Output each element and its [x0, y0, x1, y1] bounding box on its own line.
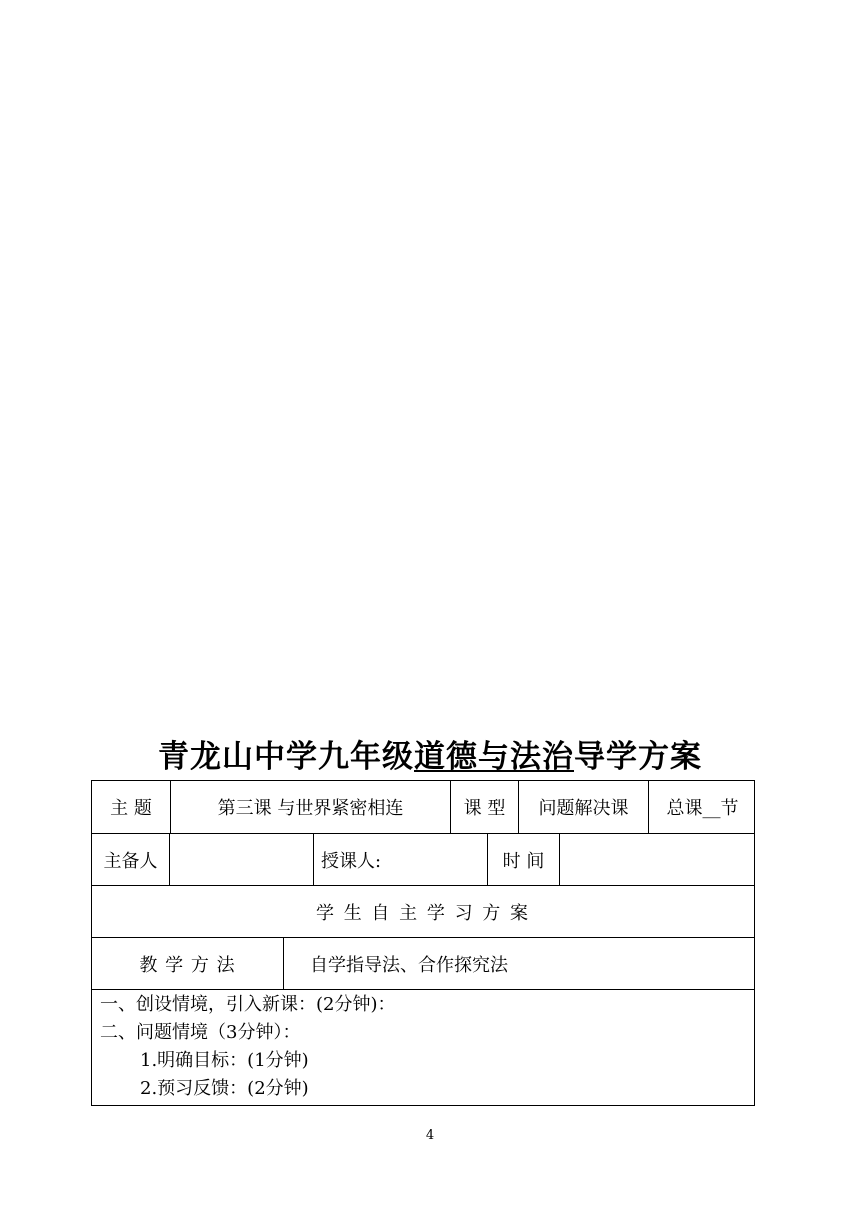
plan-content: [92, 989, 754, 1106]
time-value: [560, 834, 756, 885]
preparer-label: 主备人: [92, 834, 170, 885]
page-number: 4: [425, 1128, 435, 1143]
table-row-preparer: [92, 834, 754, 886]
title-part-subject: 道德与法治: [414, 739, 574, 775]
total-lessons: 总课__节: [666, 798, 739, 819]
lesson-plan-table: [91, 780, 755, 1106]
preparer-value: [170, 834, 314, 885]
teacher-label: 授课人:: [314, 834, 488, 885]
title-part-plan: 导学方案: [574, 739, 702, 775]
method-label: 教 学 方 法: [92, 938, 284, 989]
content-line-problem: 二、问题情境（3分钟）：: [100, 1022, 301, 1043]
lesson-type-value: 问题解决课: [519, 781, 649, 833]
table-row-method: [92, 938, 754, 990]
content-line-intro: 一、创设情境，引入新课：(2分钟)：: [100, 994, 396, 1015]
section-heading: 学 生 自 主 学 习 方 案: [315, 902, 531, 924]
title-part-school: 青龙山中学九年级: [158, 739, 414, 775]
topic-label: 主 题: [92, 781, 171, 833]
topic-value: 第三课 与世界紧密相连: [171, 781, 451, 833]
time-label: 时 间: [488, 834, 560, 885]
content-line-preview: 2.预习反馈：(2分钟): [140, 1078, 309, 1099]
page-title: [0, 734, 860, 780]
method-value: 自学指导法、合作探究法: [310, 954, 508, 976]
table-row-section-heading: [92, 886, 754, 938]
content-line-goal: 1.明确目标：(1分钟): [140, 1050, 309, 1071]
table-row-topic: [92, 781, 754, 834]
lesson-type-label: 课 型: [451, 781, 519, 833]
